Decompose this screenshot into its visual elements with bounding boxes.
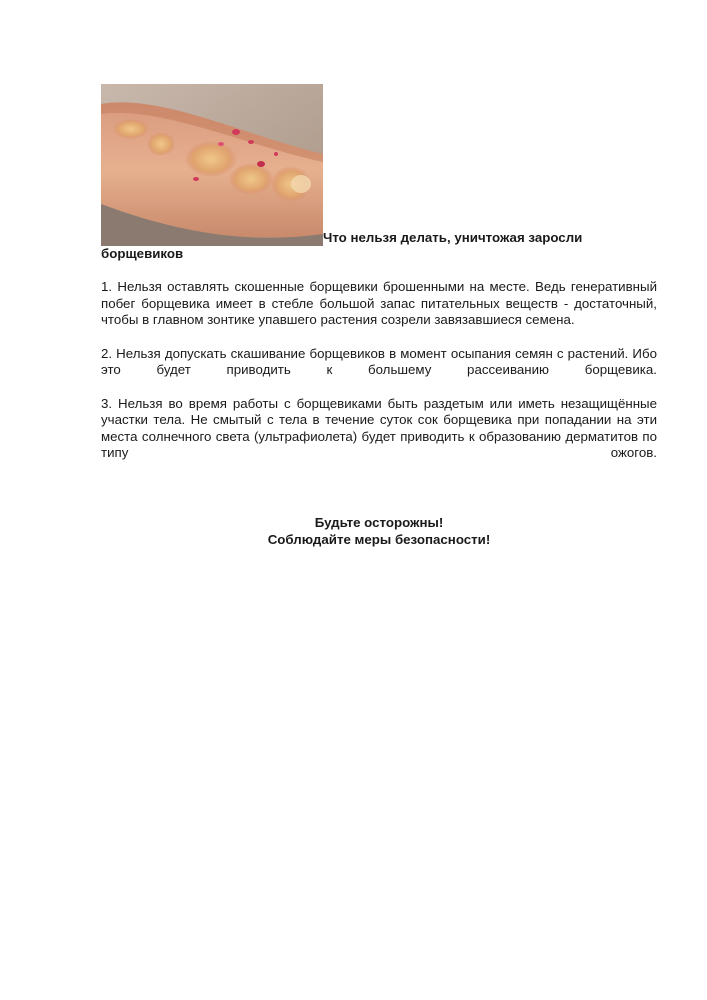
skin-burn-photo-icon <box>101 84 323 246</box>
warning-line-1: Будьте осторожны! <box>314 515 444 530</box>
heading-line-1: Что нельзя делать, уничтожая заросли <box>323 230 583 245</box>
warning-line-2: Соблюдайте меры безопасности! <box>267 532 491 547</box>
paragraph-3: 3. Нельзя во время работы с борщевиками быть раздетым или иметь незащищённые участки тела. Не смытый с тела в течение суток сок борщевика при попадании на эти места солнечного света (ультрафиолета) будет приводить к образованию дерматитов по типу ожогов. <box>101 395 657 460</box>
skin-burn-photo <box>101 84 323 246</box>
heading-line-2: борщевиков <box>101 246 184 261</box>
safety-warning <box>101 514 657 548</box>
document-body <box>101 84 657 462</box>
heading-first-line <box>101 84 657 246</box>
paragraph-2: 2. Нельзя допускать скашивание борщевиков в момент осыпания семян с растений. Ибо это будет приводить к большему рассеиванию борщевика. <box>101 345 657 377</box>
paragraph-1: 1. Нельзя оставлять скошенные борщевики брошенными на месте. Ведь генеративный побег борщевика имеет в стебле большой запас питательных веществ - достаточный, чтобы в главном зонтике упавшего растения созрели завязавшиеся семена. <box>101 279 657 327</box>
